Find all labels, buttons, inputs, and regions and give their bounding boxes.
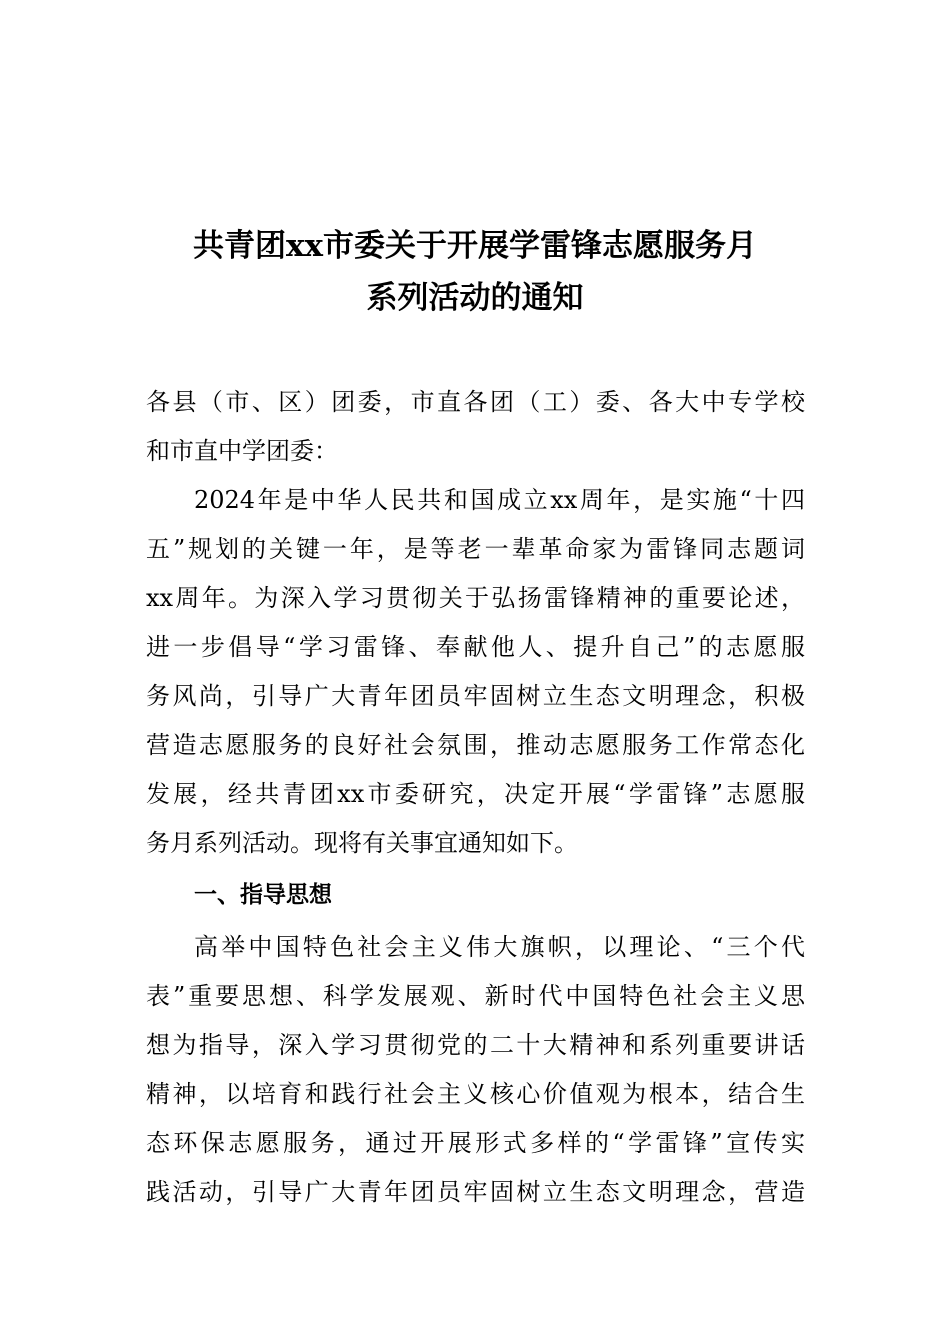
paragraph1-line-8: 务月系列活动。现将有关事宜通知如下。 bbox=[146, 829, 578, 857]
paragraph1-line-3: xx周年。为深入学习贯彻关于弘扬雷锋精神的重要论述， bbox=[146, 584, 805, 612]
salutation-line-1: 各县（市、区）团委，市直各团（工）委、各大中专学校 bbox=[146, 388, 805, 416]
paragraph2-line-6: 践活动，引导广大青年团员牢固树立生态文明理念，营造 bbox=[146, 1178, 805, 1206]
paragraph1-line-6: 营造志愿服务的良好社会氛围，推动志愿服务工作常态化 bbox=[146, 731, 805, 759]
section-heading-guiding-ideology: 一、指导思想 bbox=[194, 882, 332, 908]
salutation-line-2: 和市直中学团委： bbox=[146, 437, 338, 465]
document-title-line-2: 系列活动的通知 bbox=[366, 280, 584, 316]
paragraph2-line-2: 表”重要思想、科学发展观、新时代中国特色社会主义思 bbox=[146, 982, 805, 1010]
paragraph2-line-4: 精神，以培育和践行社会主义核心价值观为根本，结合生 bbox=[146, 1080, 805, 1108]
paragraph1-line-7: 发展，经共青团xx市委研究，决定开展“学雷锋”志愿服 bbox=[146, 780, 805, 808]
paragraph1-line-5: 务风尚，引导广大青年团员牢固树立生态文明理念，积极 bbox=[146, 682, 805, 710]
document-title-line-1: 共青团xx市委关于开展学雷锋志愿服务月 bbox=[193, 228, 757, 264]
paragraph1-line-1: 2024年是中华人民共和国成立xx周年，是实施“十四 bbox=[194, 486, 805, 514]
paragraph2-line-1: 高举中国特色社会主义伟大旗帜，以理论、“三个代 bbox=[194, 933, 805, 961]
paragraph2-line-3: 想为指导，深入学习贯彻党的二十大精神和系列重要讲话 bbox=[146, 1031, 805, 1059]
paragraph2-line-5: 态环保志愿服务，通过开展形式多样的“学雷锋”宣传实 bbox=[146, 1129, 805, 1157]
paragraph1-line-4: 进一步倡导“学习雷锋、奉献他人、提升自己”的志愿服 bbox=[146, 633, 805, 661]
paragraph1-line-2: 五”规划的关键一年，是等老一辈革命家为雷锋同志题词 bbox=[146, 535, 805, 563]
